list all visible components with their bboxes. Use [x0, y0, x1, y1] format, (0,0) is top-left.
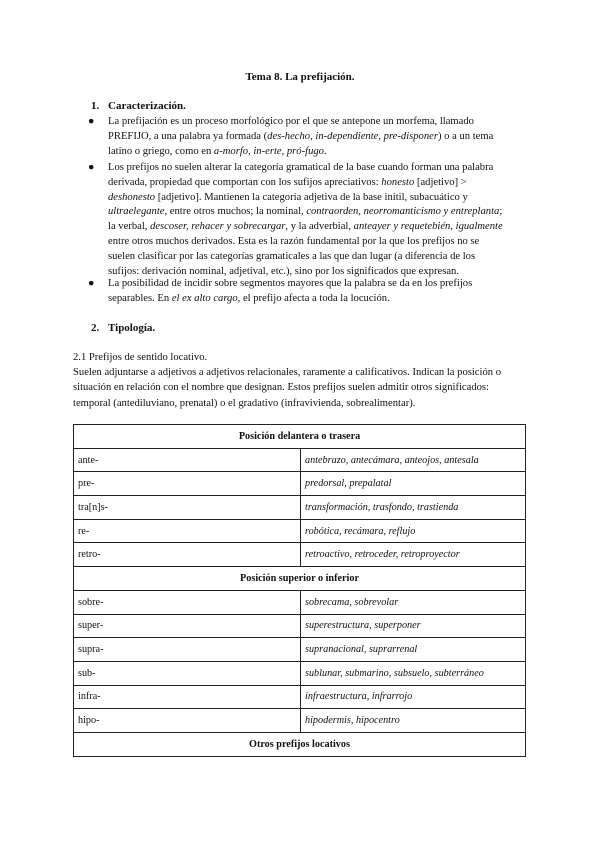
- prefix-cell: ante-: [74, 448, 301, 472]
- table-row: [74, 448, 526, 472]
- text-line: PREFIJO, a una palabra ya formada (: [108, 130, 268, 142]
- prefix-cell: hipo-: [74, 709, 301, 733]
- table-group-header: Posición superior o inferior: [74, 567, 526, 591]
- text-line: separables. En: [108, 292, 172, 304]
- example-text: a-morfo, in-erte, pró-fugo: [213, 145, 324, 157]
- examples-cell: retroactivo, retroceder, retroproyector: [301, 543, 526, 567]
- subsection-heading: 2.1 Prefijos de sentido locativo.: [73, 352, 208, 363]
- table-row: [74, 519, 526, 543]
- prefix-cell: pre-: [74, 472, 301, 496]
- bullet-icon: ●: [88, 162, 95, 173]
- section-2-title: Tipología.: [108, 322, 156, 334]
- examples-cell: predorsal, prepalatal: [301, 472, 526, 496]
- example-text: el ex alto cargo: [171, 292, 238, 304]
- prefix-table: [73, 424, 526, 757]
- text-line: derivada, propiedad que comportan con los sufijos apreciativos:: [108, 176, 382, 188]
- examples-cell: sobrecama, sobrevolar: [301, 590, 526, 614]
- text-line: , entre otros muchos; la nominal,: [164, 206, 307, 218]
- prefix-cell: super-: [74, 614, 301, 638]
- examples-cell: robótica, recámara, reflujo: [301, 519, 526, 543]
- text-line: ) o a un tema: [437, 130, 494, 142]
- bullet-item: [88, 277, 521, 307]
- prefix-cell: tra[n]s-: [74, 496, 301, 520]
- text-line: situación en relación con el nombre que designan. Estos prefijos suelen admitir otros significados:: [73, 382, 489, 394]
- table-row: [74, 709, 526, 733]
- prefix-cell: infra-: [74, 685, 301, 709]
- text-line: temporal (antediluviano, prenatal) o el gradativo (infravivienda, sobrealimentar).: [73, 397, 416, 409]
- page-title: Tema 8. La prefijación.: [245, 71, 355, 83]
- prefix-cell: retro-: [74, 543, 301, 567]
- table-row: [74, 472, 526, 496]
- prefix-cell: sub-: [74, 661, 301, 685]
- table-row: [74, 638, 526, 662]
- table-row: [74, 685, 526, 709]
- examples-cell: supranacional, suprarrenal: [301, 638, 526, 662]
- section-2-number: 2.: [91, 322, 100, 334]
- example-text: ultraelegante: [108, 206, 165, 218]
- text-line: [adjetivo] >: [414, 176, 467, 188]
- text-line: entre otros muchos derivados. Esta es la razón fundamental por la que los prefijos no se: [108, 235, 480, 247]
- prefix-cell: sobre-: [74, 590, 301, 614]
- bullet-item: [88, 161, 521, 279]
- example-text: honesto: [381, 176, 415, 188]
- table-group-header: Posición delantera o trasera: [74, 425, 526, 449]
- table-row: [74, 496, 526, 520]
- section-1-title: Caracterización.: [108, 100, 186, 112]
- bullet-item: [88, 115, 521, 159]
- text-line: Suelen adjuntarse a adjetivos a adjetivos relacionales, raramente a calificativos. Indican la posición o: [73, 367, 501, 379]
- table-group-header: Otros prefijos locativos: [74, 732, 526, 756]
- bullet-icon: ●: [88, 278, 95, 289]
- bullet-icon: ●: [88, 116, 95, 127]
- text-line: La posibilidad de incidir sobre segmentos mayores que la palabra se da en los prefijos: [108, 278, 473, 289]
- text-line: , el prefijo afecta a toda la locución.: [237, 292, 390, 304]
- example-text: anteayer y requetebién, igualmente: [353, 221, 503, 233]
- table-row: [74, 543, 526, 567]
- text-line: , y la adverbial,: [285, 221, 354, 233]
- prefix-cell: re-: [74, 519, 301, 543]
- text-line: .: [323, 145, 327, 157]
- text-line: [adjetivo]. Mantienen la categoría adjetiva de la base initil, subacuático y: [155, 191, 468, 203]
- example-text: descoser, rehacer y sobrecargar: [150, 221, 286, 233]
- table-row: [74, 614, 526, 638]
- example-text: des-hecho, in-dependiente, pre-disponer: [267, 130, 438, 142]
- text-line: suelen clasificar por las categorías gramaticales a las que dan lugar (a diferencia de los: [108, 250, 476, 262]
- prefix-cell: supra-: [74, 638, 301, 662]
- text-line: La prefijación es un proceso morfológico por el que se antepone un morfema, llamado: [108, 116, 474, 127]
- example-text: deshonesto: [108, 191, 156, 203]
- text-line: latino o griego, como en: [108, 145, 214, 157]
- table-row: [74, 590, 526, 614]
- examples-cell: infraestructura, infrarrojo: [301, 685, 526, 709]
- section-1-number: 1.: [91, 100, 100, 112]
- example-text: contraorden, neorromanticismo y entreplanta: [306, 206, 500, 218]
- table-row: [74, 661, 526, 685]
- examples-cell: transformación, trasfondo, trastienda: [301, 496, 526, 520]
- examples-cell: hipodermis, hipocentro: [301, 709, 526, 733]
- section-2-heading: [91, 322, 155, 334]
- examples-cell: sublunar, submarino, subsuelo, subterráneo: [301, 661, 526, 685]
- text-line: Los prefijos no suelen alterar la categoría gramatical de la base cuando forman una palabra: [108, 162, 494, 173]
- text-line: ;: [499, 206, 503, 218]
- text-line: la verbal,: [108, 221, 151, 233]
- subsection-paragraph: [73, 350, 533, 411]
- section-1-heading: [91, 100, 186, 112]
- examples-cell: antebrazo, antecámara, anteojos, antesala: [301, 448, 526, 472]
- examples-cell: superestructura, superponer: [301, 614, 526, 638]
- text-line: sufijos: derivación nominal, adjetival, etc.), sino por los significados que expresan.: [108, 265, 459, 277]
